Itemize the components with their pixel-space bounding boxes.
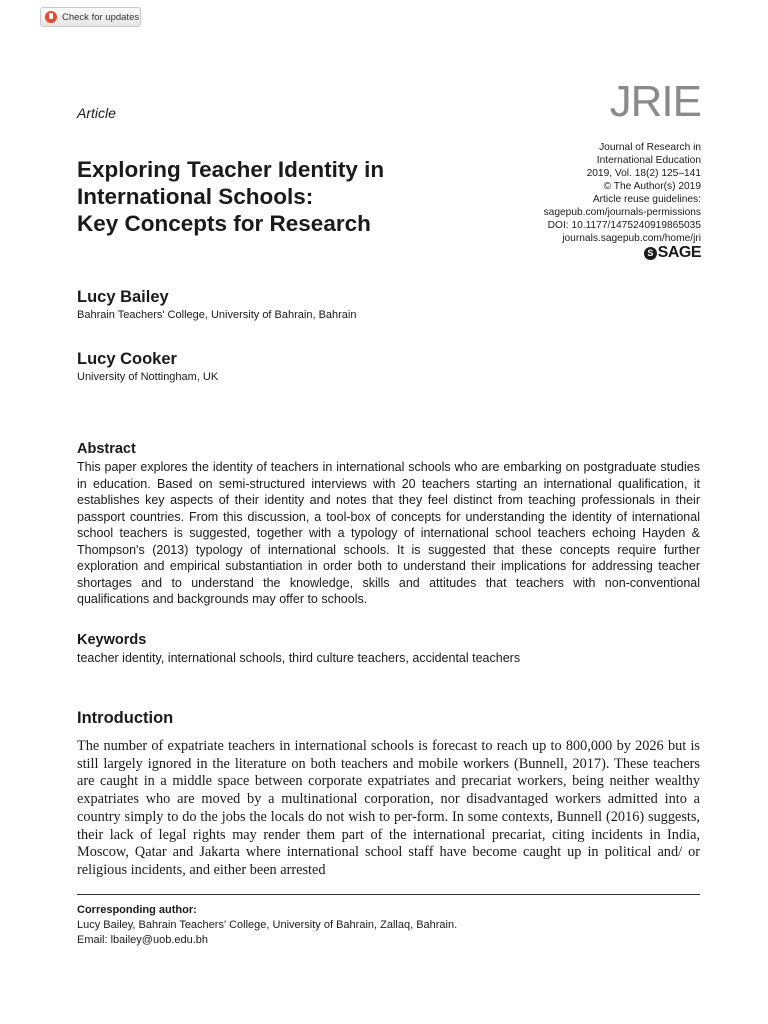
abstract-text: This paper explores the identity of teachers in international schools who are embarking on postgraduate studies in education. Based on semi-structured interviews with 20 teachers starting an international qualification, it establishes key aspects of their identity and notes that they feel distinct from teaching professionals in their passport countries. From this discussion, a tool-box of concepts for understanding the identity of international school teachers is suggested, together with a typology of international school teachers echoing Hayden & Thompson's (2013) typology of international schools. It is suggested that these concepts require further exploration and empirical substantiation in order both to understand their implications for addressing teacher shortages and to understand the knowledge, skills and attitudes that teachers with non-conventional qualifications and backgrounds may offer to schools. bbox=[77, 460, 700, 606]
journal-info-link[interactable]: sagepub.com/journals-permissions bbox=[543, 207, 701, 218]
keywords-heading: Keywords bbox=[77, 632, 147, 648]
doi-link[interactable]: DOI: 10.1177/1475240919865035 bbox=[547, 220, 701, 231]
footnote-divider bbox=[77, 894, 700, 895]
keywords-text: teacher identity, international schools, third culture teachers, accidental teachers bbox=[77, 651, 521, 665]
corresponding-author-label: Corresponding author: bbox=[77, 904, 197, 916]
sage-logo-icon: S bbox=[644, 247, 657, 260]
check-for-updates-button[interactable] bbox=[40, 7, 141, 27]
corresponding-author-address: Lucy Bailey, Bahrain Teachers' College, University of Bahrain, Zallaq, Bahrain. bbox=[77, 919, 458, 931]
corresponding-author-email[interactable]: Email: lbailey@uob.edu.bh bbox=[77, 934, 209, 946]
author-name: Lucy Bailey bbox=[77, 288, 169, 306]
journal-info-line: International Education bbox=[596, 155, 701, 166]
sage-logo-text: SAGE bbox=[657, 244, 701, 261]
journal-info-line: 2019, Vol. 18(2) 125–141 bbox=[586, 168, 701, 179]
article-title bbox=[77, 156, 477, 237]
author-affiliation: Bahrain Teachers' College, University of Bahrain, Bahrain bbox=[77, 309, 357, 321]
journal-info-line: © The Author(s) 2019 bbox=[603, 181, 701, 192]
corresponding-author bbox=[77, 903, 457, 948]
introduction-heading: Introduction bbox=[77, 709, 174, 727]
author-affiliation: University of Nottingham, UK bbox=[77, 371, 219, 383]
author-name: Lucy Cooker bbox=[77, 350, 177, 368]
title-line: Key Concepts for Research bbox=[77, 211, 371, 236]
abstract-heading: Abstract bbox=[77, 441, 136, 457]
introduction-text: The number of expatriate teachers in international schools is forecast to reach up to 800,000 by 2026 but is still largely ignored in the literature on both teachers and mobile workers (Bunnell, 2017). These teachers are caught in a middle space between corporate expatriates and precariat workers, being neither wealthy expatriates who are moved by a multinational corporation, nor disadvantaged workers admitted into a country simply to do the jobs the locals do not wish to per-form. In some contexts, Bunnell (2016) suggests, their lack of legal rights may render them part of the international precariat, citing incidents in India, Moscow, Qatar and Jakarta where international school staff have become caught up in political and/ or religious incidents, and either been arrested bbox=[77, 738, 700, 878]
journal-info-line: Article reuse guidelines: bbox=[592, 194, 701, 205]
check-for-updates-label: Check for updates bbox=[62, 11, 140, 23]
journal-info-line: Journal of Research in bbox=[599, 142, 701, 153]
sage-logo bbox=[644, 244, 701, 262]
journal-logo: JRIE bbox=[609, 77, 701, 126]
journal-home-link[interactable]: journals.sagepub.com/home/jri bbox=[562, 233, 701, 244]
article-type-label: Article bbox=[77, 105, 116, 121]
title-line: Exploring Teacher Identity in bbox=[77, 157, 385, 182]
journal-info bbox=[441, 141, 701, 245]
check-updates-icon bbox=[45, 11, 57, 23]
title-line: International Schools: bbox=[77, 184, 314, 209]
